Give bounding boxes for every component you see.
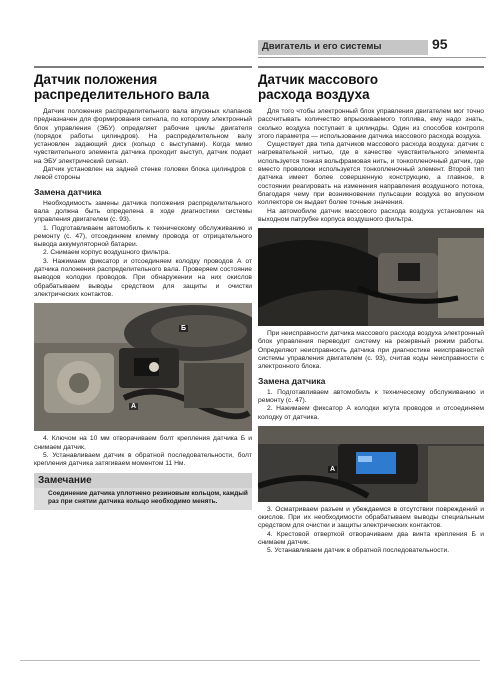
left-para1: Необходимость замены датчика положения распределительного вала должна быть определена в ходе диагностики системы управления двигателем (с. 93).	[34, 199, 252, 224]
right-intro4: При неисправности датчика массового расхода воздуха электронный блок управления переводит систему на резервный режим работы. Определяют неисправность датчика при диагностике неисправностей системы управления двигателем (с. 93), считав коды неисправности с электронного блока.	[258, 330, 484, 371]
left-title-line1: Датчик положения	[34, 72, 158, 87]
connector-photo-illustration	[258, 426, 484, 502]
left-step4: 4. Ключом на 10 мм отворачиваем болт крепления датчика Б и снимаем датчик.	[34, 435, 252, 451]
left-step2: 2. Снимаем корпус воздушного фильтра.	[43, 249, 171, 257]
right-title-rule	[258, 66, 484, 68]
camshaft-sensor-photo	[34, 303, 252, 431]
page-number: 95	[432, 36, 448, 52]
footer-rule	[20, 660, 480, 661]
left-step3: 3. Нажимаем фиксатор и отсоединяем колодку проводов А от датчика положения распределительного вала. Проверяем состояние выводов колодки проводов. При обнаружении на них окислов обрабатываем выводы средством для защиты и очистки электрических контактов.	[34, 257, 252, 298]
section-title: Двигатель и его системы	[262, 41, 382, 52]
right-intro1: Для того чтобы электронный блок управления двигателем мог точно рассчитывать количество впрыскиваемого топлива, ему надо знать, сколько воздуха поступает в цилиндры. Один из способов контроля этого параметра — использование датчика массового расхода воздуха.	[258, 108, 484, 140]
left-column	[34, 66, 252, 510]
photo-label-a: А	[131, 403, 137, 411]
left-subtitle: Замена датчика	[34, 186, 102, 197]
right-intro2: Существует два типа датчиков массового расхода воздуха: датчик с нагревательной нитью, где в качестве чувствительного элемента используется тонкая вольфрамовая нить, и тонкопленочный датчик, где вместо проволоки используется тонкопленочный элемент. Второй тип датчика имеет более совершенную конструкцию, а главное, в состоянии реагировать на изменения направления воздушного потока, благодаря чему при возникновении пульсации воздуха во впускном коллекторе он выдает более точные значения.	[258, 141, 484, 207]
right-title-line1: Датчик массового	[258, 72, 379, 87]
right-step1: 1. Подготавливаем автомобиль к техническому обслуживанию и ремонту (с. 47).	[258, 388, 484, 404]
air-filter-photo-illustration	[258, 228, 484, 326]
note-text: Соединение датчика уплотнено резиновым кольцом, каждый раз при снятии датчика кольцо необходимо менять.	[48, 490, 248, 506]
header-rule	[258, 57, 486, 58]
right-title-line2: расхода воздуха	[258, 87, 370, 102]
right-step3: 3. Осматриваем разъем и убеждаемся в отсутствии повреждений и окислов. При их необходимости обрабатываем выводы специальным средством для очистки и защиты электрических контактов.	[258, 505, 484, 530]
note-title: Замечание	[34, 473, 252, 488]
engine-photo-illustration	[34, 303, 252, 431]
page-header	[0, 36, 500, 58]
right-intro3: На автомобиле датчик массового расхода воздуха установлен на выходном патрубке корпуса воздушного фильтра.	[258, 207, 484, 223]
left-title-line2: распределительного вала	[34, 87, 210, 102]
right-subtitle: Замена датчика	[258, 375, 326, 386]
maf-sensor-photo	[258, 228, 484, 326]
right-article-title	[258, 72, 484, 102]
left-step5: 5. Устанавливаем датчик в обратной последовательности, болт крепления датчика затягиваем моментом 11 Нм.	[34, 451, 252, 468]
connector-label-a: А	[330, 465, 336, 473]
right-step5: 5. Устанавливаем датчик в обратной последовательности.	[267, 547, 450, 555]
left-article-title	[34, 72, 252, 102]
maf-connector-photo	[258, 426, 484, 502]
left-title-rule	[34, 66, 252, 68]
note-box	[34, 473, 252, 510]
photo-label-b: Б	[181, 325, 187, 333]
right-step4: 4. Крестовой отверткой отворачиваем два винта крепления Б и снимаем датчик.	[258, 530, 484, 547]
left-location-paragraph: Датчик установлен на задней стенке головки блока цилиндров с левой стороны	[34, 166, 252, 182]
left-step1: 1. Подготавливаем автомобиль к техническому обслуживанию и ремонту (с. 47), отсоединяем клемму провода от отрицательного вывода аккумуляторной батареи.	[34, 224, 252, 249]
right-column	[258, 66, 484, 556]
left-intro-paragraph: Датчик положения распределительного вала впускных клапанов предназначен для формирования сигнала, по которому электронный блок управления (ЭБУ) определяет рабочие циклы двигателя (порядок работы цилиндров). На распределительном валу установлен задающий диск (кольцо с выступами). Когда мимо чувствительного элемента датчика проходит выступ, датчик подает на ЭБУ электрический сигнал.	[34, 108, 252, 165]
right-step2: 2. Нажимаем фиксатор А колодки жгута проводов и отсоединяем колодку от датчика.	[258, 405, 484, 421]
